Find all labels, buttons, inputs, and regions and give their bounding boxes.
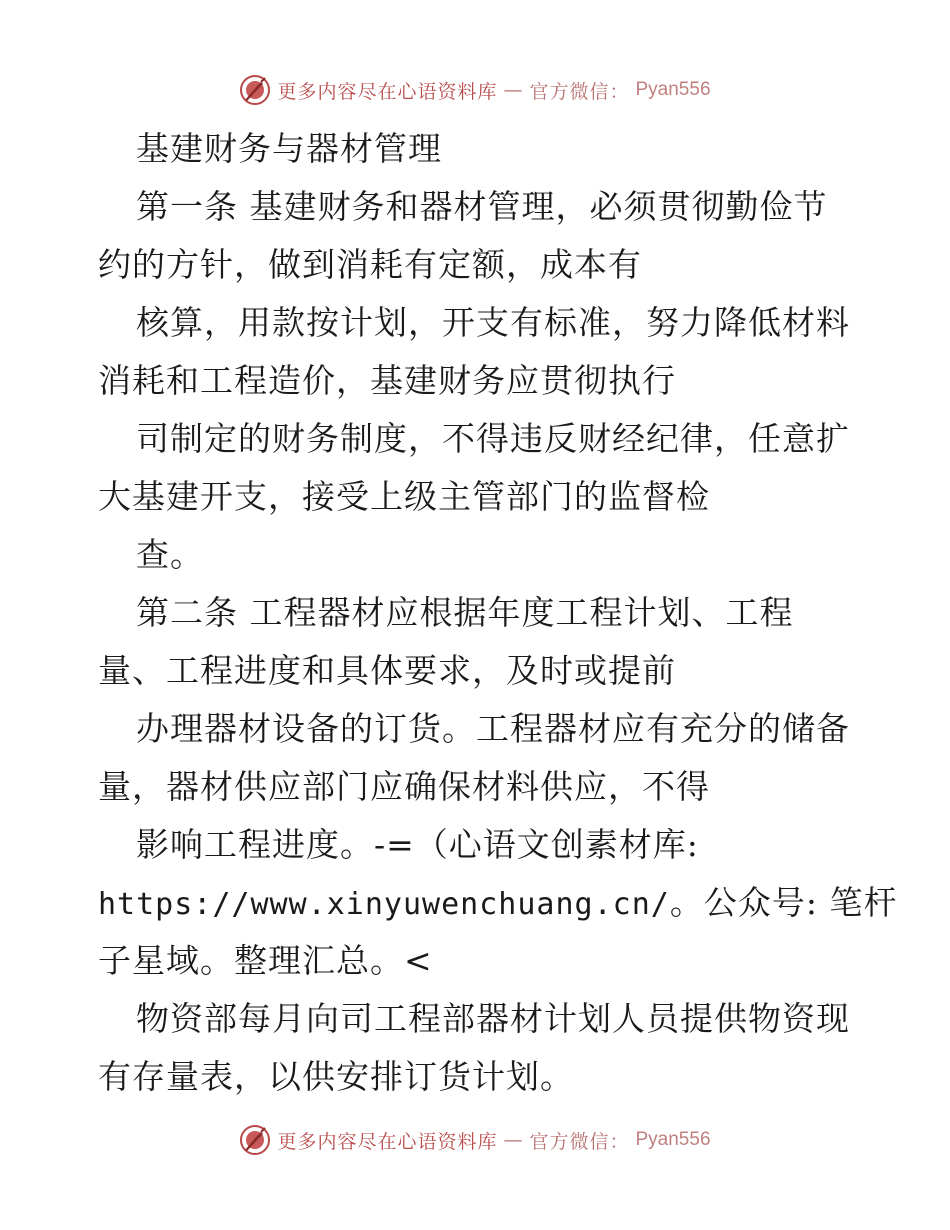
paragraph-line: 物资部每月向司工程部器材计划人员提供物资现 [136, 999, 850, 1038]
ad-text: 更多内容尽在心语资料库 [277, 80, 498, 103]
url-trailing-text: 。公众号: 笔杆 [669, 883, 898, 922]
paragraph-line: 第二条 工程器材应根据年度工程计划、工程 [136, 593, 794, 632]
wechat-id: Pyan556 [635, 1129, 711, 1150]
document-title: 基建财务与器材管理 [136, 129, 442, 168]
paragraph-line: 子星域。整理汇总。< [98, 941, 433, 980]
paragraph-line: 办理器材设备的订货。工程器材应有充分的储备 [136, 709, 850, 748]
wechat-label: 官方微信： [529, 80, 630, 103]
paragraph-line: 消耗和工程造价，基建财务应贯彻执行 [98, 361, 676, 400]
header-banner [0, 72, 950, 108]
paragraph-line: 影响工程进度。-=（心语文创素材库: [136, 825, 699, 864]
paragraph-line: 司制定的财务制度，不得违反财经纪律，任意扩 [136, 419, 850, 458]
paragraph-line: 约的方针，做到消耗有定额，成本有 [98, 245, 642, 284]
pen-logo-icon [239, 74, 271, 106]
separator: — [503, 79, 524, 101]
paragraph-line: 量、工程进度和具体要求，及时或提前 [98, 651, 676, 690]
ad-text: 更多内容尽在心语资料库 [277, 1130, 498, 1153]
paragraph-line: 量，器材供应部门应确保材料供应，不得 [98, 767, 710, 806]
paragraph-line: 有存量表，以供安排订货计划。 [98, 1057, 574, 1096]
separator: — [503, 1129, 524, 1151]
url-line [98, 874, 898, 932]
wechat-label: 官方微信： [529, 1130, 630, 1153]
paragraph-line: 核算，用款按计划，开支有标准，努力降低材料 [136, 303, 850, 342]
source-url: https://www.xinyuwenchuang.cn/ [98, 887, 670, 922]
document-body [98, 120, 898, 1106]
paragraph-line: 大基建开支，接受上级主管部门的监督检 [98, 477, 710, 516]
paragraph-line: 查。 [136, 535, 204, 574]
wechat-id: Pyan556 [635, 79, 711, 100]
paragraph-line: 第一条 基建财务和器材管理，必须贯彻勤俭节 [136, 187, 828, 226]
footer-banner [0, 1122, 950, 1158]
pen-logo-icon [239, 1124, 271, 1156]
